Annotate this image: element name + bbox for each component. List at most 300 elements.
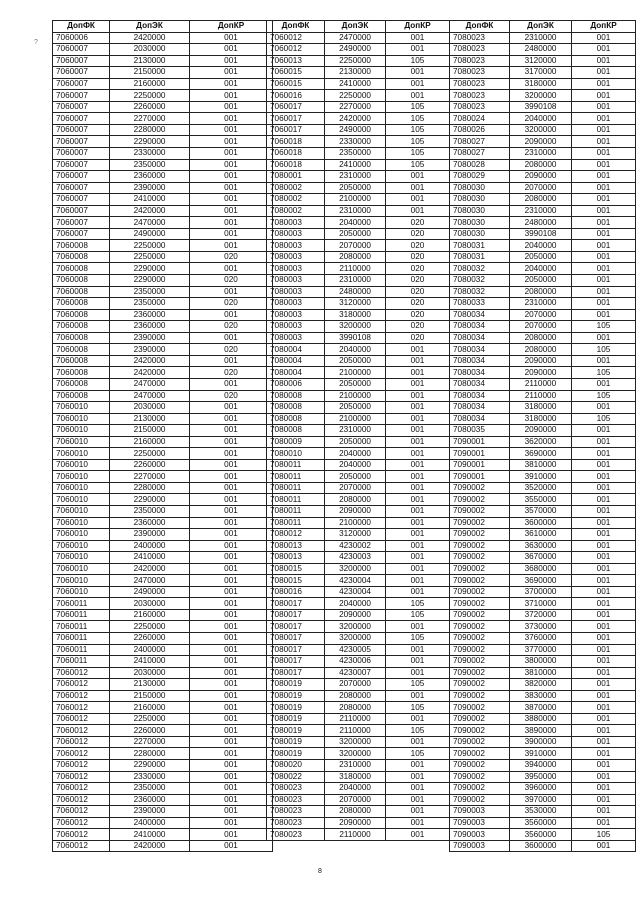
cell-dop-ek: 2030000 [110,598,190,610]
cell-dop-ek: 2390000 [110,332,190,344]
cell-dop-ek: 2470000 [110,378,190,390]
cell-dop-kr: 001 [190,413,273,425]
cell-dop-fk: 7090002 [450,690,510,702]
cell-dop-kr: 001 [386,760,450,772]
cell-dop-ek: 3810000 [510,459,572,471]
cell-dop-ek: 2050000 [510,251,572,263]
cell-dop-ek: 3120000 [325,298,386,310]
cell-dop-fk: 7090002 [450,748,510,760]
header-dop-kr: ДопКР [386,21,450,33]
cell-dop-fk: 7090003 [450,817,510,829]
cell-dop-fk: 7080003 [267,286,325,298]
cell-dop-fk: 7060008 [53,367,110,379]
cell-dop-fk: 7080027 [450,148,510,160]
cell-dop-fk: 7080023 [267,829,325,841]
cell-dop-ek: 2090000 [510,171,572,183]
cell-dop-fk: 7060010 [53,471,110,483]
table-row [267,540,450,552]
table-row [53,124,273,136]
cell-dop-ek: 3620000 [510,436,572,448]
table-row [450,517,636,529]
table-row [267,609,450,621]
cell-dop-kr: 001 [386,90,450,102]
cell-dop-kr: 105 [386,679,450,691]
cell-dop-fk: 7090002 [450,609,510,621]
cell-dop-kr: 001 [190,459,273,471]
table-row [53,690,273,702]
cell-dop-fk: 7080030 [450,182,510,194]
cell-dop-kr: 001 [572,113,636,125]
cell-dop-fk: 7060012 [53,713,110,725]
table-row [267,148,450,160]
table-row [267,194,450,206]
table-row [53,667,273,679]
table-row [450,448,636,460]
margin-mark: ? [34,39,38,46]
cell-dop-ek: 3200000 [325,632,386,644]
cell-dop-fk: 7080004 [267,355,325,367]
cell-dop-fk: 7060010 [53,425,110,437]
cell-dop-fk: 7090002 [450,529,510,541]
table-row [267,748,450,760]
cell-dop-ek: 2070000 [325,794,386,806]
cell-dop-kr: 001 [572,494,636,506]
cell-dop-kr: 001 [190,90,273,102]
cell-dop-fk: 7080019 [267,690,325,702]
cell-dop-kr: 001 [386,344,450,356]
table-row [267,448,450,460]
cell-dop-kr: 001 [190,205,273,217]
table-row [53,736,273,748]
table-header-row [53,21,273,33]
cell-dop-fk: 7090002 [450,725,510,737]
cell-dop-fk: 7060011 [53,632,110,644]
cell-dop-fk: 7080008 [267,402,325,414]
cell-dop-fk: 7060012 [53,725,110,737]
cell-dop-fk: 7080023 [450,55,510,67]
table-row [53,217,273,229]
cell-dop-kr: 001 [572,529,636,541]
cell-dop-ek: 2050000 [325,471,386,483]
table-row [267,783,450,795]
table-row [267,159,450,171]
cell-dop-ek: 2080000 [325,806,386,818]
cell-dop-fk: 7080015 [267,575,325,587]
codes-table-1 [52,20,273,852]
table-row [53,448,273,460]
table-row [267,632,450,644]
cell-dop-kr: 020 [386,228,450,240]
cell-dop-fk: 7060007 [53,44,110,56]
table-row [53,194,273,206]
cell-dop-kr: 001 [386,736,450,748]
cell-dop-kr: 001 [190,725,273,737]
table-row [450,101,636,113]
cell-dop-ek: 2100000 [325,194,386,206]
table-row [267,471,450,483]
cell-dop-kr: 020 [190,344,273,356]
cell-dop-ek: 2050000 [325,402,386,414]
cell-dop-kr: 001 [572,32,636,44]
cell-dop-kr: 001 [572,679,636,691]
header-dop-kr: ДопКР [190,21,273,33]
cell-dop-ek: 3570000 [510,505,572,517]
cell-dop-kr: 001 [190,263,273,275]
cell-dop-fk: 7080023 [267,806,325,818]
cell-dop-fk: 7090002 [450,540,510,552]
table-row [450,552,636,564]
cell-dop-fk: 7090002 [450,667,510,679]
cell-dop-fk: 7080003 [267,321,325,333]
cell-dop-fk: 7060012 [53,679,110,691]
table-row [267,413,450,425]
cell-dop-ek: 2330000 [110,771,190,783]
cell-dop-ek: 2030000 [110,667,190,679]
table-row [267,228,450,240]
table-row [53,275,273,287]
cell-dop-ek: 2090000 [325,609,386,621]
cell-dop-ek: 2050000 [325,378,386,390]
cell-dop-ek: 3610000 [510,529,572,541]
cell-dop-kr: 020 [190,390,273,402]
table-row [267,275,450,287]
cell-dop-ek: 2250000 [110,621,190,633]
cell-dop-fk: 7060007 [53,148,110,160]
cell-dop-ek: 2250000 [325,55,386,67]
cell-dop-ek: 2260000 [110,632,190,644]
cell-dop-fk: 7060010 [53,505,110,517]
table-row [267,679,450,691]
cell-dop-fk: 7090002 [450,517,510,529]
table-row [267,713,450,725]
table-row [53,771,273,783]
cell-dop-ek: 2480000 [325,286,386,298]
cell-dop-fk: 7060008 [53,355,110,367]
cell-dop-ek: 2410000 [325,159,386,171]
cell-dop-fk: 7080030 [450,217,510,229]
cell-dop-fk: 7090002 [450,598,510,610]
cell-dop-ek: 3530000 [510,806,572,818]
cell-dop-kr: 001 [386,471,450,483]
cell-dop-ek: 2130000 [110,55,190,67]
cell-dop-ek: 2040000 [325,344,386,356]
cell-dop-ek: 3680000 [510,563,572,575]
table-row [53,563,273,575]
page-number: 8 [318,868,322,875]
cell-dop-ek: 2400000 [110,540,190,552]
cell-dop-ek: 3180000 [325,309,386,321]
table-row [53,425,273,437]
table-row [267,459,450,471]
cell-dop-kr: 001 [386,621,450,633]
table-row [267,101,450,113]
table-row [267,55,450,67]
cell-dop-kr: 001 [190,32,273,44]
table-row [267,309,450,321]
cell-dop-fk: 7060008 [53,390,110,402]
table-header-row [450,21,636,33]
cell-dop-ek: 2260000 [110,459,190,471]
cell-dop-fk: 7080034 [450,378,510,390]
cell-dop-ek: 2270000 [110,113,190,125]
cell-dop-kr: 001 [386,171,450,183]
cell-dop-kr: 001 [190,378,273,390]
cell-dop-ek: 2290000 [110,760,190,772]
table-row [53,517,273,529]
table-row [450,298,636,310]
cell-dop-ek: 2390000 [110,344,190,356]
cell-dop-fk: 7080032 [450,275,510,287]
cell-dop-fk: 7060012 [267,44,325,56]
cell-dop-kr: 001 [572,760,636,772]
cell-dop-kr: 001 [190,702,273,714]
cell-dop-ek: 2420000 [325,113,386,125]
table-row [53,829,273,841]
cell-dop-ek: 2070000 [510,309,572,321]
table-row [450,482,636,494]
cell-dop-fk: 7080034 [450,402,510,414]
cell-dop-ek: 3200000 [325,748,386,760]
cell-dop-kr: 001 [572,794,636,806]
table-row [267,136,450,148]
cell-dop-kr: 020 [386,263,450,275]
cell-dop-ek: 2040000 [510,240,572,252]
table-row [450,459,636,471]
cell-dop-fk: 7060007 [53,228,110,240]
table-row [267,113,450,125]
cell-dop-fk: 7080033 [450,298,510,310]
cell-dop-ek: 2310000 [325,171,386,183]
cell-dop-kr: 001 [572,632,636,644]
cell-dop-kr: 001 [386,771,450,783]
cell-dop-kr: 001 [386,482,450,494]
table-row [267,575,450,587]
cell-dop-ek: 2290000 [110,494,190,506]
cell-dop-fk: 7080023 [267,817,325,829]
cell-dop-kr: 001 [190,148,273,160]
cell-dop-kr: 001 [190,67,273,79]
cell-dop-ek: 2090000 [510,136,572,148]
cell-dop-ek: 3200000 [510,124,572,136]
cell-dop-kr: 001 [190,159,273,171]
table-row [53,656,273,668]
cell-dop-kr: 001 [190,505,273,517]
cell-dop-ek: 3810000 [510,667,572,679]
cell-dop-ek: 2330000 [325,136,386,148]
cell-dop-fk: 7080017 [267,656,325,668]
table-row [267,32,450,44]
cell-dop-ek: 3880000 [510,713,572,725]
table-row [53,332,273,344]
cell-dop-ek: 3560000 [510,829,572,841]
cell-dop-fk: 7080032 [450,263,510,275]
cell-dop-fk: 7080019 [267,713,325,725]
cell-dop-ek: 2420000 [110,840,190,852]
table-row [53,136,273,148]
cell-dop-kr: 001 [572,298,636,310]
cell-dop-kr: 001 [572,182,636,194]
cell-dop-kr: 001 [190,748,273,760]
cell-dop-fk: 7060007 [53,136,110,148]
cell-dop-ek: 2030000 [110,402,190,414]
cell-dop-kr: 001 [190,78,273,90]
cell-dop-ek: 3180000 [510,78,572,90]
cell-dop-fk: 7080031 [450,240,510,252]
table-row [267,321,450,333]
cell-dop-fk: 7090003 [450,840,510,852]
table-row [267,690,450,702]
cell-dop-fk: 7060010 [53,517,110,529]
cell-dop-ek: 2050000 [510,275,572,287]
cell-dop-fk: 7060011 [53,609,110,621]
cell-dop-fk: 7060010 [53,482,110,494]
cell-dop-fk: 7060012 [53,760,110,772]
table-row [450,275,636,287]
cell-dop-kr: 001 [572,459,636,471]
cell-dop-ek: 2390000 [110,182,190,194]
cell-dop-kr: 001 [572,471,636,483]
table-row [450,251,636,263]
cell-dop-kr: 001 [572,448,636,460]
table-row [450,667,636,679]
cell-dop-ek: 2160000 [110,702,190,714]
cell-dop-kr: 001 [386,402,450,414]
cell-dop-ek: 3730000 [510,621,572,633]
cell-dop-ek: 2050000 [325,182,386,194]
cell-dop-fk: 7080034 [450,367,510,379]
cell-dop-kr: 001 [190,713,273,725]
cell-dop-ek: 3910000 [510,471,572,483]
cell-dop-fk: 7060010 [53,552,110,564]
cell-dop-ek: 3720000 [510,609,572,621]
cell-dop-fk: 7080012 [267,529,325,541]
cell-dop-fk: 7080034 [450,355,510,367]
cell-dop-ek: 2350000 [110,783,190,795]
cell-dop-kr: 001 [386,459,450,471]
cell-dop-kr: 020 [386,217,450,229]
cell-dop-ek: 3700000 [510,586,572,598]
table-row [267,344,450,356]
cell-dop-kr: 020 [386,309,450,321]
cell-dop-ek: 2070000 [325,240,386,252]
table-row [267,378,450,390]
cell-dop-fk: 7080019 [267,702,325,714]
table-row [53,378,273,390]
cell-dop-kr: 001 [190,575,273,587]
cell-dop-ek: 2040000 [325,598,386,610]
header-dop-fk: ДопФК [267,21,325,33]
cell-dop-fk: 7080023 [450,90,510,102]
cell-dop-kr: 001 [386,540,450,552]
table-row [267,436,450,448]
cell-dop-kr: 001 [572,575,636,587]
table-row [53,482,273,494]
cell-dop-ek: 2080000 [510,344,572,356]
cell-dop-ek: 2110000 [325,263,386,275]
table-row [53,148,273,160]
cell-dop-kr: 001 [190,217,273,229]
table-row [267,529,450,541]
cell-dop-kr: 001 [386,644,450,656]
cell-dop-kr: 001 [190,598,273,610]
cell-dop-ek: 2360000 [110,517,190,529]
table-row [450,44,636,56]
table-row [53,713,273,725]
cell-dop-kr: 001 [572,817,636,829]
cell-dop-ek: 2350000 [110,505,190,517]
cell-dop-kr: 001 [190,621,273,633]
table-row [53,321,273,333]
cell-dop-kr: 001 [572,609,636,621]
cell-dop-ek: 2280000 [110,482,190,494]
cell-dop-kr: 001 [572,286,636,298]
table-row [450,540,636,552]
cell-dop-fk: 7090002 [450,494,510,506]
cell-dop-kr: 001 [190,436,273,448]
table-row [53,32,273,44]
cell-dop-ek: 3120000 [325,529,386,541]
cell-dop-ek: 3560000 [510,817,572,829]
cell-dop-fk: 7090001 [450,448,510,460]
table-row [53,413,273,425]
cell-dop-kr: 105 [386,136,450,148]
table-row [267,286,450,298]
table-row [53,540,273,552]
cell-dop-ek: 2090000 [325,505,386,517]
cell-dop-kr: 001 [190,136,273,148]
cell-dop-ek: 4230002 [325,540,386,552]
cell-dop-ek: 3600000 [510,840,572,852]
cell-dop-fk: 7060012 [53,736,110,748]
cell-dop-kr: 001 [572,402,636,414]
table-row [267,482,450,494]
cell-dop-ek: 4230005 [325,644,386,656]
cell-dop-kr: 001 [386,448,450,460]
table-row [53,240,273,252]
table-row [267,725,450,737]
cell-dop-kr: 001 [190,840,273,852]
table-row [450,436,636,448]
cell-dop-fk: 7080023 [267,794,325,806]
table-row [53,309,273,321]
cell-dop-kr: 001 [572,78,636,90]
cell-dop-kr: 105 [386,113,450,125]
cell-dop-fk: 7080003 [267,217,325,229]
cell-dop-fk: 7060018 [267,136,325,148]
cell-dop-ek: 2490000 [325,124,386,136]
cell-dop-fk: 7060012 [53,840,110,852]
table-row [53,182,273,194]
cell-dop-ek: 2310000 [510,32,572,44]
cell-dop-ek: 2040000 [510,113,572,125]
cell-dop-fk: 7060007 [53,78,110,90]
table-row [450,182,636,194]
cell-dop-ek: 2410000 [110,194,190,206]
cell-dop-kr: 001 [386,67,450,79]
cell-dop-fk: 7080034 [450,332,510,344]
cell-dop-fk: 7060007 [53,55,110,67]
cell-dop-ek: 2270000 [110,471,190,483]
cell-dop-kr: 001 [386,817,450,829]
cell-dop-fk: 7060011 [53,621,110,633]
table-row [267,425,450,437]
cell-dop-ek: 2290000 [110,136,190,148]
cell-dop-kr: 001 [572,621,636,633]
table-row [53,390,273,402]
cell-dop-fk: 7060006 [53,32,110,44]
cell-dop-kr: 001 [386,505,450,517]
cell-dop-ek: 3830000 [510,690,572,702]
